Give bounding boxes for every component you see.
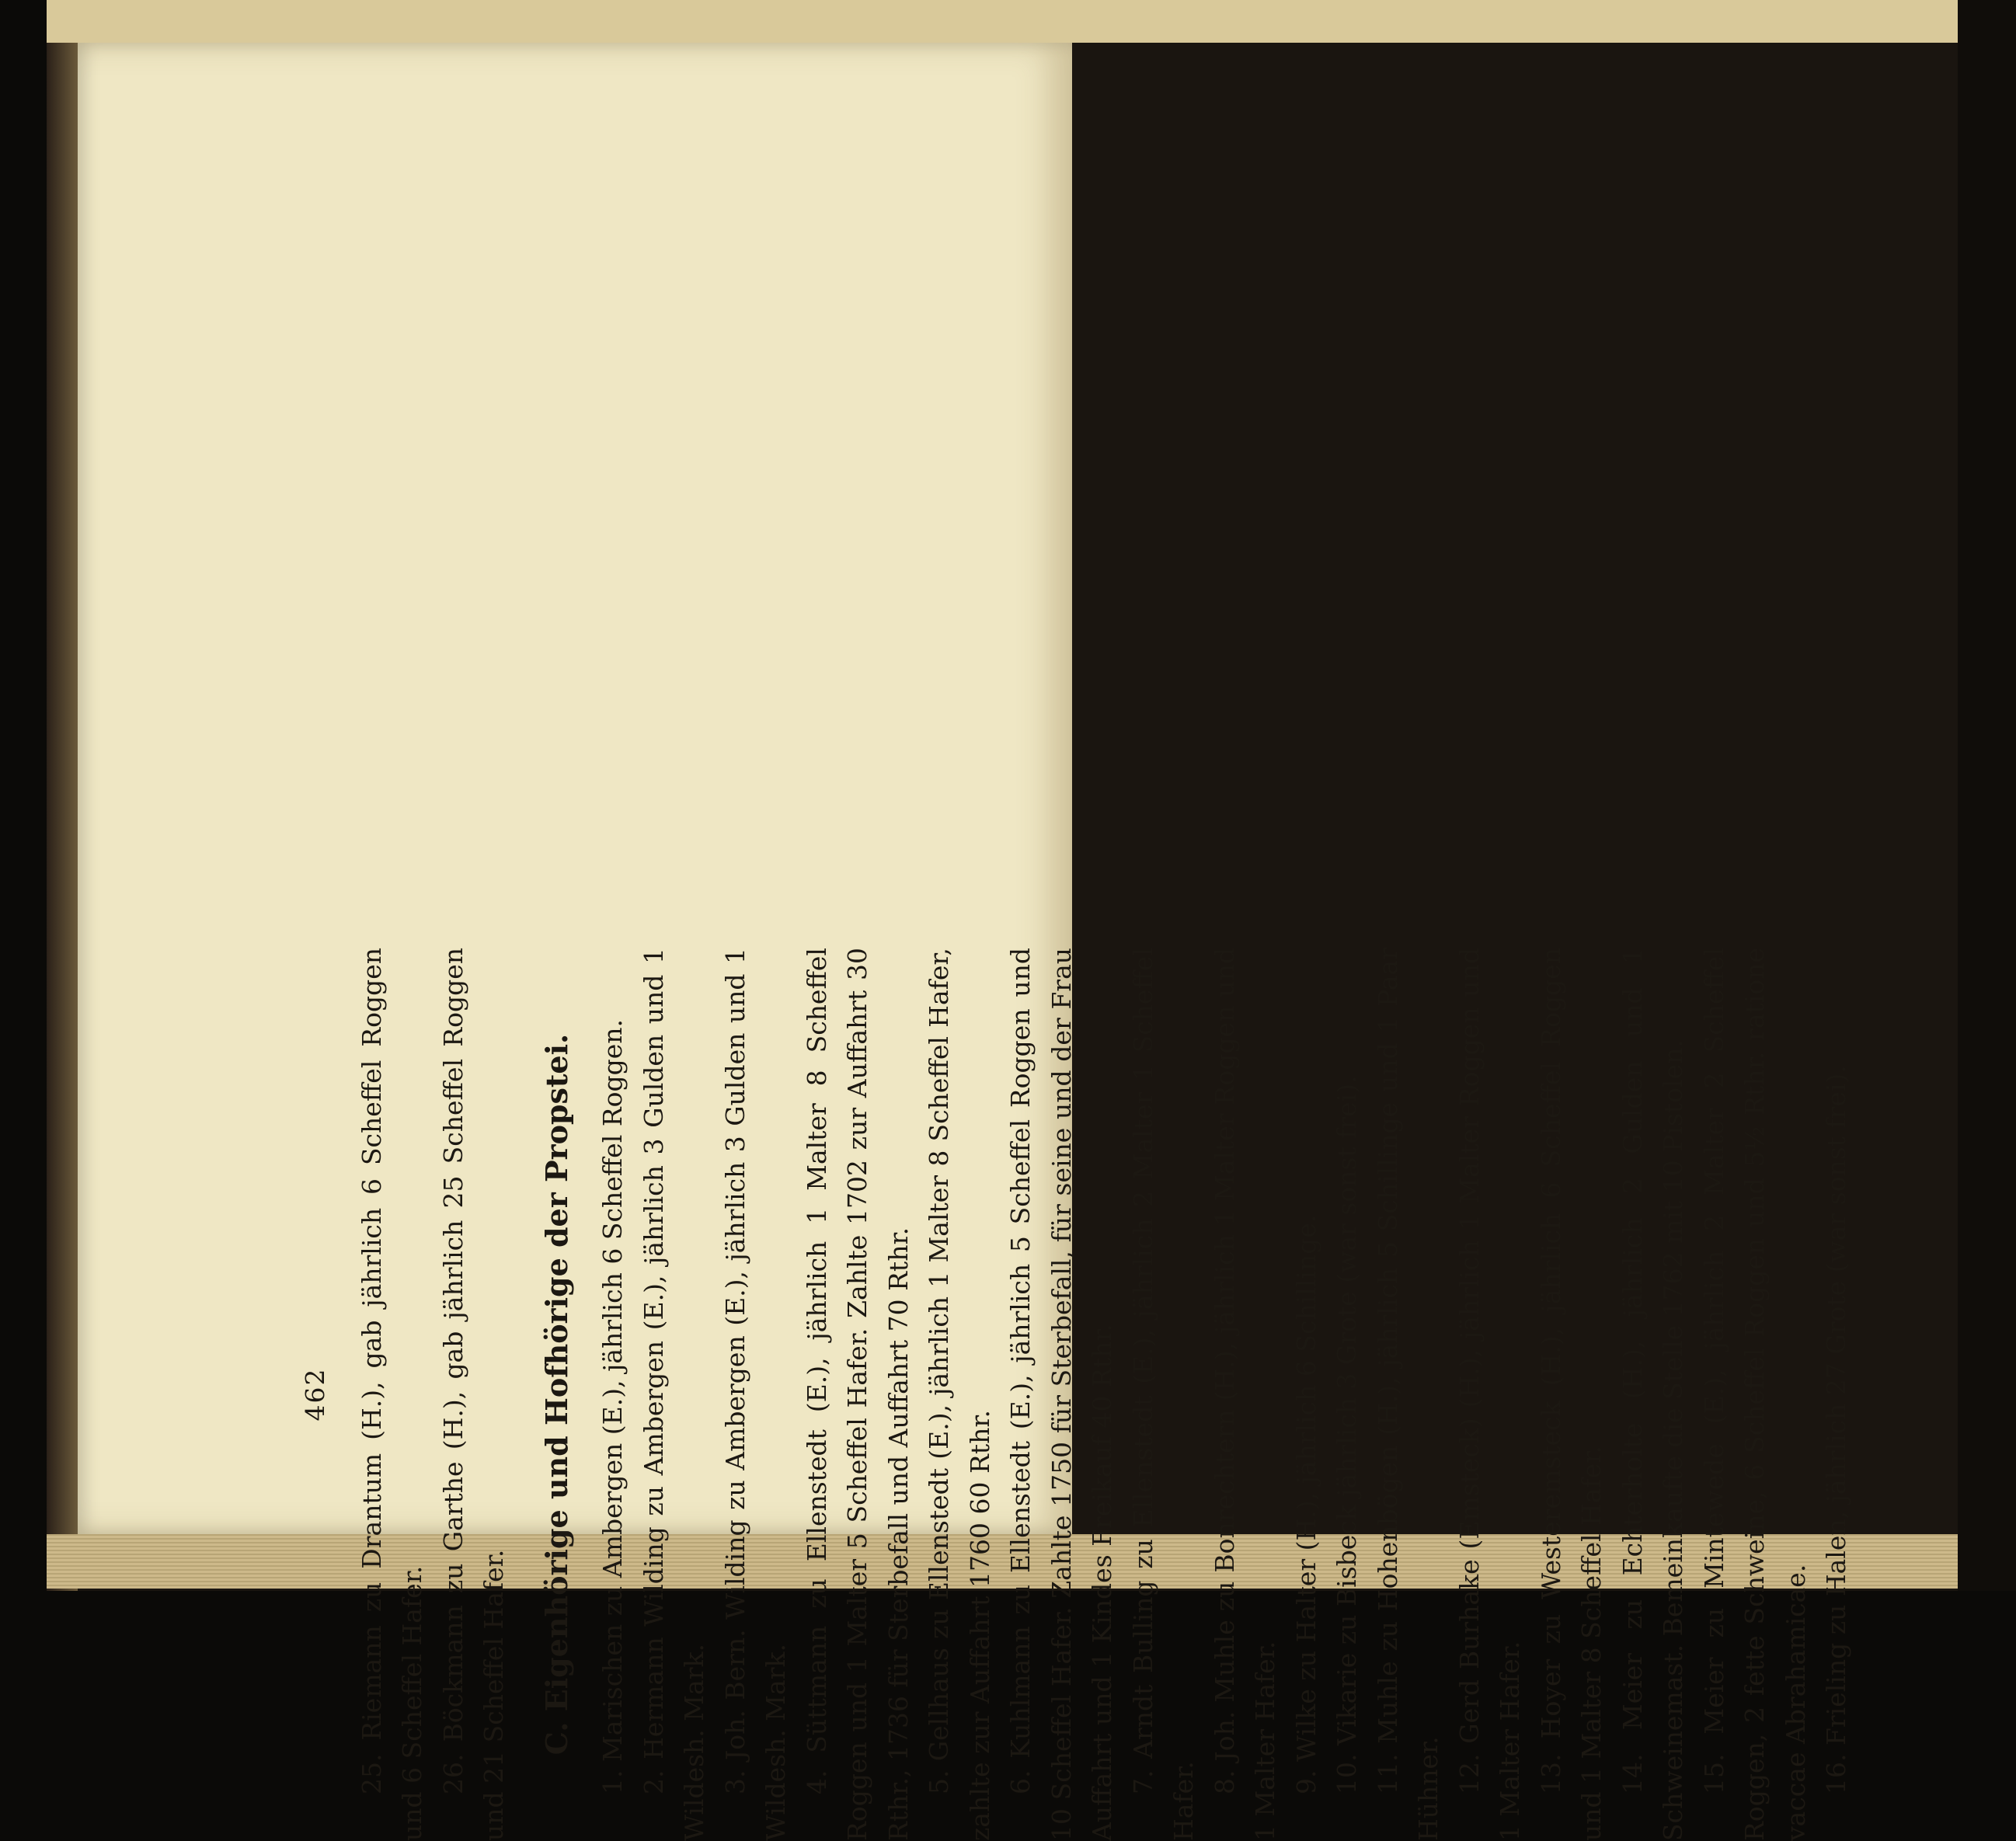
- entry-25: 25. Riemann zu Drantum (H.), gab jährlich 6 Scheffel Roggen und 6 Scheffel Hafer.: [356, 948, 427, 1841]
- spine-shadow: [47, 0, 78, 1591]
- entry-2: 2. Hermann Wilding zu Ambergen (E.), jährlich 3 Gulden und 1 Wildesh. Mark.: [638, 948, 709, 1841]
- entry-26: 26. Böckmann zu Garthe (H.), gab jährlich 25 Scheffel Roggen und 21 Scheffel Hafer.: [437, 948, 509, 1841]
- entry-13: 13. Hoyer zu Westeremsteck (H.), jährlich 6 Scheffel Roggen und 1 Malter 8 Scheffel Hafer.: [1535, 948, 1607, 1841]
- entry-3: 3. Joh. Bern. Wilding zu Ambergen (E.), jährlich 3 Gulden und 1 Wildesh. Mark.: [719, 948, 791, 1841]
- page-number: 462: [300, 1367, 330, 1422]
- entry-1: 1. Marischen zu Ambergen (E.), jährlich 6 Scheffel Roggen.: [597, 1019, 628, 1794]
- entry-5: 5. Gellhaus zu Ellenstedt (E.), jährlich 1 Malter 8 Scheffel Hafer, zahlte zur Auffahrt 1760 60 Rthr.: [924, 948, 995, 1841]
- entry-10: 10. Vikarie zu Bisbeck jährlich 3 Grote (war sonst frei).: [1332, 1075, 1362, 1794]
- background-right: [1958, 0, 2016, 1591]
- entry-11: 11. Muhle zu Hohenbögen (H.), jährlich 5 Schillinge und 1 Paar Hühner.: [1372, 948, 1443, 1841]
- entry-9: 9. Wilke zu Halter (H.), jährlich 6 Schillinge.: [1290, 1214, 1321, 1794]
- entry-6: 6. Kuhlmann zu Ellenstedt (E.), jährlich 5 Scheffel Roggen und 10 Scheffel Hafer. Zahlte 1750 für Sterbefall, für seine und der Frau Auffahrt und 1 Kindes Freikauf 40 Rthr.: [1005, 948, 1117, 1841]
- entry-15: 15. Meier zu Mintewede (E.), jährlich 2 Malter 2 Scheffel Roggen, 2 fette Schweine, 6 Scheffel Roggen und 5½ Rthr. ratione vaccae Abrahamicae.: [1698, 948, 1811, 1841]
- entry-8: 8. Joh. Muhle zu Bonrechtern (H.), jährlich 1 Malter Roggen und 1 Malter Hafer.: [1209, 948, 1280, 1841]
- entry-14: 14. Meier zu Echterholte (H.), jährlich 2 Gulden und 1 Schweinemast. Bemeinkaufte die Stelle 1762 mit 10 Pistolen.: [1617, 948, 1688, 1841]
- rotated-text-block: [295, 948, 1851, 1841]
- page-top-edge: [47, 0, 1958, 43]
- entry-16: 16. Frieling zu Halen, jährlich 27 Grote (war sonst frei).: [1821, 1065, 1851, 1794]
- entry-7: 7. Arndt Bulling zu Ellenstedt (E.), jährlich 2 Malter 1 Scheffel Hafer.: [1127, 948, 1199, 1841]
- entry-4: 4. Süttmann zu Ellenstedt (E.), jährlich 1 Malter 8 Scheffel Roggen und 1 Malter 5 Scheffel Hafer. Zahlte 1702 zur Auffahrt 30 Rthr., 1736 für Sterbefall und Auffahrt 70 Rthr.: [801, 948, 914, 1841]
- section-title: C. Eigenhörige und Hofhörige der Propstei.: [538, 1033, 574, 1756]
- entry-12: 12. Gerd Burhake (Emsteck) (H.), jährlich 1 Malter Roggen und 1 Malter Hafer.: [1454, 948, 1525, 1841]
